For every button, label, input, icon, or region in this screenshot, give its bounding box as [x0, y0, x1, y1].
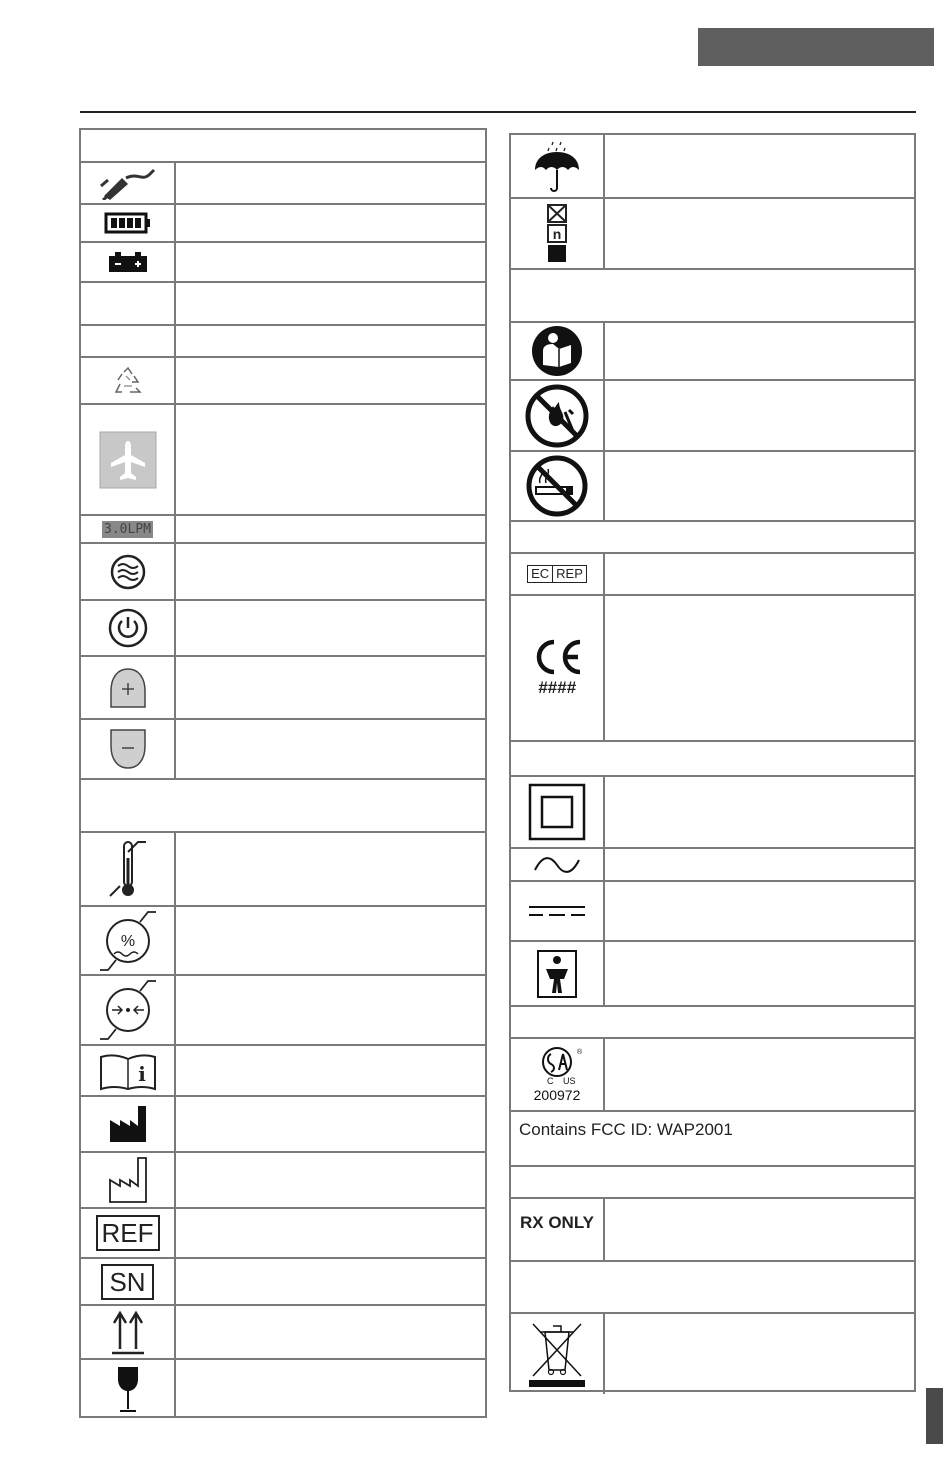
blank-cell	[81, 283, 176, 324]
table-row	[511, 596, 914, 742]
table-row	[511, 777, 914, 849]
table-row	[81, 405, 485, 516]
stack-letter: n	[552, 225, 562, 242]
table-row	[81, 1306, 485, 1360]
minus-button-icon	[81, 720, 176, 778]
table-row	[511, 849, 914, 882]
lcd-text: 3.0LPM	[104, 521, 151, 537]
humidity-symbol: %	[120, 932, 135, 950]
fragile-icon	[81, 1360, 176, 1418]
this-way-up-icon	[81, 1306, 176, 1358]
table-row	[81, 358, 485, 405]
date-of-manufacture-icon	[81, 1153, 176, 1207]
weee-icon	[511, 1314, 605, 1394]
no-smoking-icon	[511, 452, 605, 520]
table-row	[81, 1046, 485, 1097]
rep-label: REP	[556, 566, 583, 581]
csa-us: US	[563, 1075, 576, 1086]
csa-c: C	[547, 1075, 554, 1086]
table-row	[81, 976, 485, 1046]
oxygen-flow-icon	[81, 544, 176, 599]
table-row	[511, 882, 914, 942]
atmospheric-pressure-limit-icon	[81, 976, 176, 1044]
ec-rep-icon	[511, 554, 605, 594]
ref-catalog-icon	[81, 1209, 176, 1257]
ce-mark-icon	[511, 596, 605, 740]
table-row	[511, 1199, 914, 1262]
no-open-flame-icon	[511, 381, 605, 450]
section-header-row	[511, 1007, 914, 1039]
table-row	[81, 163, 485, 205]
stacking-limit-icon	[511, 199, 605, 268]
fcc-text: Contains FCC ID: WAP2001	[519, 1120, 733, 1139]
power-plug-icon	[81, 163, 176, 203]
table-row	[511, 323, 914, 381]
ref-label: REF	[96, 1215, 160, 1251]
table-row	[511, 135, 914, 199]
chapter-tab	[698, 28, 934, 66]
svg-text:®: ®	[577, 1048, 583, 1056]
rx-label: RX ONLY	[519, 1213, 594, 1232]
recycle-icon	[81, 358, 176, 403]
table-row	[511, 1039, 914, 1112]
table-row	[81, 907, 485, 976]
blank-cell	[81, 326, 176, 356]
temperature-limit-icon	[81, 833, 176, 905]
alternating-current-icon	[511, 849, 605, 880]
table-row	[81, 833, 485, 907]
battery-icon	[81, 243, 176, 281]
direct-current-icon	[511, 882, 605, 940]
manufacturer-icon	[81, 1097, 176, 1151]
class-ii-icon	[511, 777, 605, 847]
table-row	[511, 452, 914, 522]
battery-full-icon	[81, 205, 176, 241]
rx-only-icon	[511, 1199, 605, 1260]
table-row	[81, 1209, 485, 1259]
section-header-row	[511, 522, 914, 554]
table-row	[511, 942, 914, 1007]
airplane-icon	[81, 405, 176, 514]
csa-number: 200972	[533, 1086, 581, 1103]
table-row	[81, 516, 485, 544]
type-bf-icon	[511, 942, 605, 1005]
section-header-row	[511, 270, 914, 323]
section-header-row	[511, 1167, 914, 1199]
section-header-row	[511, 1262, 914, 1314]
table-row	[81, 544, 485, 601]
table-row	[511, 1314, 914, 1394]
read-manual-icon	[511, 323, 605, 379]
table-row	[81, 1259, 485, 1306]
table-row	[511, 1112, 914, 1167]
table-row	[511, 554, 914, 596]
section-header-row	[81, 780, 485, 833]
info-letter: i	[137, 1061, 146, 1086]
right-symbol-table	[509, 133, 916, 1392]
sn-label: SN	[101, 1264, 153, 1300]
table-row	[81, 657, 485, 720]
table-row	[81, 283, 485, 326]
power-button-icon	[81, 601, 176, 655]
table-row	[81, 1153, 485, 1209]
humidity-limit-icon	[81, 907, 176, 974]
lcd-display-icon	[81, 516, 176, 542]
table-row	[511, 381, 914, 452]
keep-dry-icon	[511, 135, 605, 197]
section-header-row	[511, 742, 914, 777]
header-rule	[80, 111, 916, 113]
page-edge-tab	[926, 1388, 943, 1444]
section-header-row	[81, 130, 485, 163]
ec-label: EC	[528, 566, 553, 582]
ce-number: ####	[538, 678, 576, 697]
table-row	[81, 243, 485, 283]
table-row	[81, 601, 485, 657]
left-symbol-table	[79, 128, 487, 1418]
plus-button-icon	[81, 657, 176, 718]
table-row	[81, 1097, 485, 1153]
serial-number-icon	[81, 1259, 176, 1304]
table-row	[81, 326, 485, 358]
table-row	[81, 1360, 485, 1418]
consult-instructions-icon	[81, 1046, 176, 1095]
table-row	[81, 720, 485, 780]
table-row	[511, 199, 914, 270]
csa-mark-icon	[511, 1039, 605, 1110]
table-row	[81, 205, 485, 243]
